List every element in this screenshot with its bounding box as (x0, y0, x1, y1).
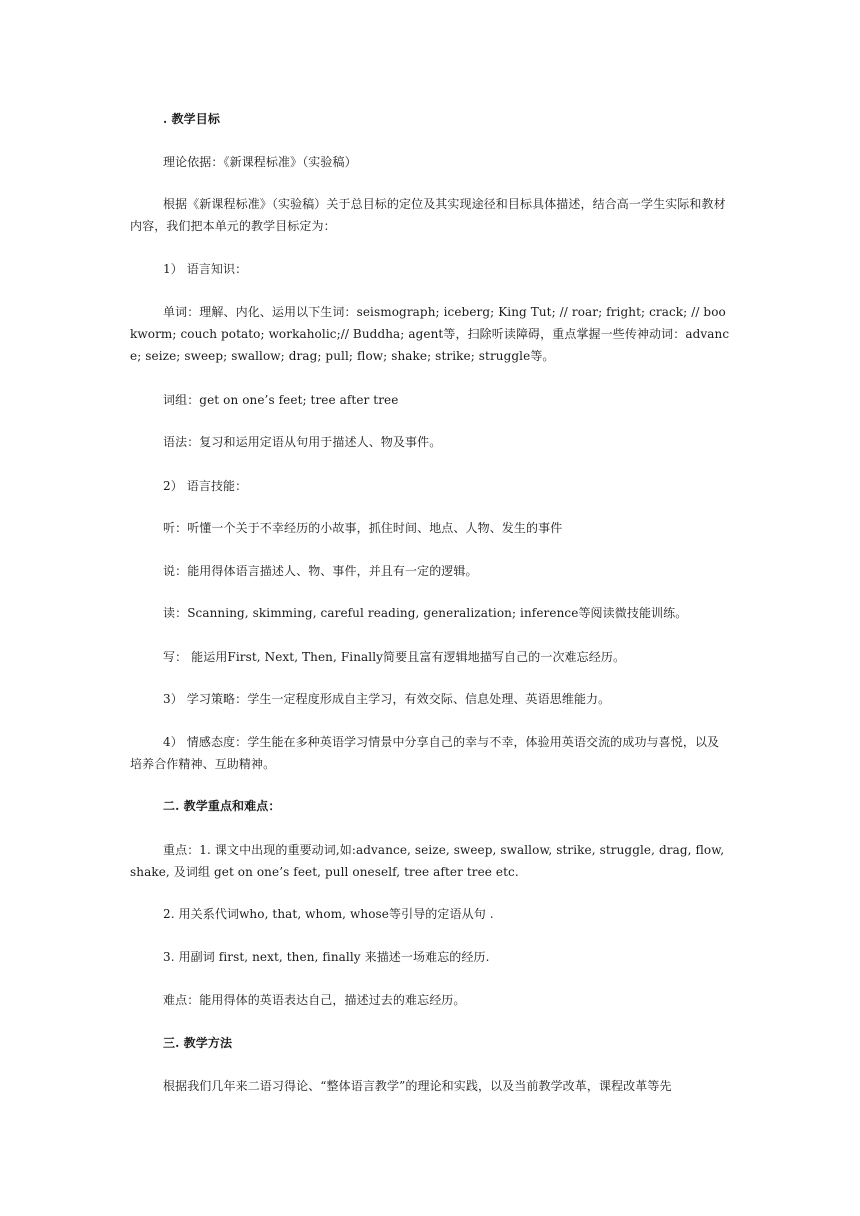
paragraph: 2） 语言技能： (163, 479, 248, 493)
paragraph: 1） 语言知识： (163, 262, 248, 276)
heading-teaching-goals: . 教学目标 (163, 112, 220, 126)
paragraph: 根据我们几年来二语习得论、“整体语言教学”的理论和实践，以及当前教学改革，课程改革等先 (163, 1079, 672, 1093)
paragraph: 单词：理解、内化、运用以下生词：seismograph; iceberg; King Tut; // roar; fright; crack; // bookworm; couch potato; workaholic;// Buddha; agent等，扫除听读障碍，重点掌握一些传神动词：advance; seize; sweep; swallow; drag; pull; flow; shake; strike; struggle等。 (130, 305, 730, 363)
paragraph: 难点：能用得体的英语表达自己，描述过去的难忘经历。 (163, 993, 466, 1007)
paragraph: 2. 用关系代词who, that, whom, whose等引导的定语从句 . (163, 907, 494, 921)
paragraph: 读：Scanning, skimming, careful reading, generalization; inference等阅读微技能训练。 (163, 606, 688, 620)
paragraph: 听：听懂一个关于不幸经历的小故事，抓住时间、地点、人物、发生的事件 (163, 521, 563, 535)
paragraph: 根据《新课程标准》（实验稿）关于总目标的定位及其实现途径和目标具体描述，结合高一学生实际和教材内容，我们把本单元的教学目标定为： (130, 197, 726, 233)
paragraph: 3） 学习策略：学生一定程度形成自主学习，有效交际、信息处理、英语思维能力。 (163, 692, 611, 706)
paragraph: 写： 能运用First, Next, Then, Finally简要且富有逻辑地描写自己的一次难忘经历。 (163, 650, 626, 664)
paragraph: 3. 用副词 first, next, then, finally 来描述一场难忘的经历. (163, 950, 490, 964)
paragraph: 理论依据：《新课程标准》（实验稿） (163, 155, 357, 169)
paragraph: 说：能用得体语言描述人、物、事件，并且有一定的逻辑。 (163, 564, 478, 578)
heading-teaching-methods: 三. 教学方法 (163, 1036, 233, 1050)
paragraph: 词组：get on one’s feet; tree after tree (163, 393, 399, 407)
paragraph: 重点：1. 课文中出现的重要动词,如:advance, seize, sweep, swallow, strike, struggle, drag, flow, shake, 及词组 get on one’s feet, pull oneself, tree after tree etc. (130, 843, 725, 879)
paragraph: 4） 情感态度：学生能在多种英语学习情景中分享自己的幸与不幸，体验用英语交流的成功与喜悦，以及培养合作精神、互助精神。 (130, 735, 720, 771)
paragraph: 语法：复习和运用定语从句用于描述人、物及事件。 (163, 435, 442, 449)
heading-key-points: 二. 教学重点和难点： (163, 799, 281, 813)
